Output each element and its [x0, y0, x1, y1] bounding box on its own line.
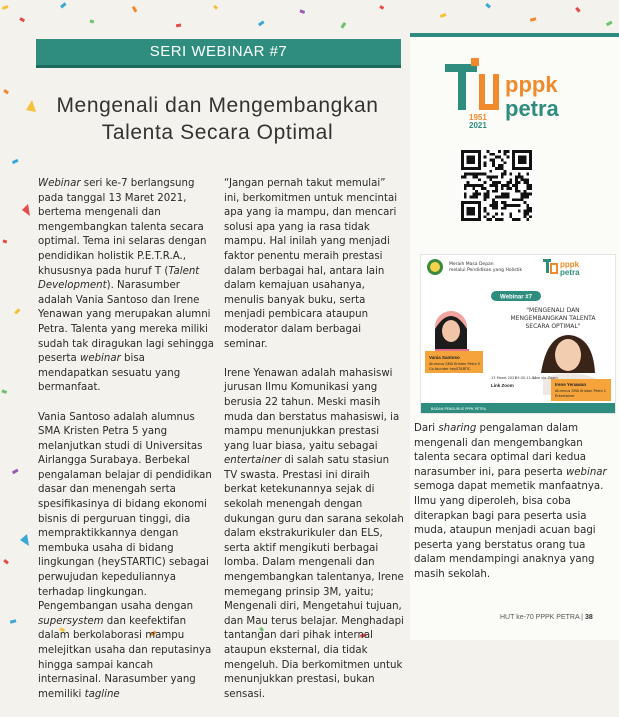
article-column-1: [38, 177, 216, 717]
pppk-petra-70-logo: [441, 58, 591, 128]
column3-paragraph1: Dari sharing pengalaman dalam mengenali dan mengembangkan talenta secara optimal dari kedua narasumber ini, para peserta webinar semoga dapat memetik manfaatnya. Ilmu yang diperoleh, bisa coba diterapkan bagi para peserta usia muda, ataupun menjadi acuan bagi peserta yang berstatus orang tua dalam mendampingi anaknya yang masih sekolah.: [414, 423, 607, 580]
qr-code: [461, 150, 532, 221]
poster-title-line3: SECARA OPTIMAL": [525, 323, 581, 330]
banner-underline: [36, 65, 401, 68]
logo-year-start: 1951: [469, 113, 487, 122]
column2-paragraph2: Irene Yenawan adalah mahasiswi jurusan Ilmu Komunikasi yang berusia 22 tahun. Meski masih muda dan berstatus mahasiswi, ia mampu menunjukkan prestasi yang luar biasa, yaitu sebagai entertainer di salah satu stasiun TV swasta. Prestasi ini diraih berkat ketekunannya sejak di sekolah menengah dengan dukungan guru dan sarana sekolah dalam ekstrakurikuler dan ELS, serta aktif mengikuti berbagai lomba. Dalam mengenali dan mengembangkan talentanya, Irene memegang prinsip 3M, yaitu; Mengenali diri, Mengetahui tujuan, dan Mau terus belajar. Menghadapi tantangan dari pihak internal ataupun eksternal, dia tidak mengeluh. Dia berkomitmen untuk menunjukkan prestasi, bukan sensasi.: [224, 367, 404, 700]
article-title-line2: Talenta Secara Optimal: [101, 121, 334, 144]
logo-accent-square: [471, 58, 479, 66]
poster-platform: Live via Zoom: [533, 376, 558, 380]
poster-tagline-line1: Meraih Masa Depan: [449, 262, 494, 267]
speaker2-role1: Alumnus SMA Kristen Petra 1: [555, 389, 606, 393]
speaker2-role2: Entertainer: [555, 394, 575, 398]
poster-date: 13 Maret 2021: [491, 376, 517, 380]
page-footer: [500, 614, 593, 621]
footer-text: HUT ke-70 PPPK PETRA |: [500, 614, 583, 621]
logo-word-petra: petra: [505, 96, 559, 121]
speaker1-role2: Co-founder heySTARTIC: [429, 367, 471, 371]
poster-title-line1: "MENGENALI DAN: [526, 307, 580, 314]
poster-badge-label: Webinar #7: [500, 294, 532, 301]
poster-artwork: [421, 255, 615, 413]
poster-time: 09.00-11.00: [515, 376, 537, 380]
page-number: 38: [584, 614, 593, 621]
poster-title-line2: MENGEMBANGKAN TALENTA: [510, 315, 596, 322]
poster-tagline-line2: melalui Pendidikan yang Holistik: [449, 268, 523, 273]
speaker1-role1: Alumnus SMA Kristen Petra 5: [429, 362, 480, 366]
poster-logo-petra: petra: [560, 268, 580, 277]
series-banner: SERI WEBINAR #7: [36, 39, 401, 65]
poster-footer-label: BADAN PENGURUS PPPK PETRA: [431, 407, 486, 411]
logo-word-pppk: pppk: [505, 72, 558, 97]
logo-zero-bottom: [479, 104, 499, 110]
poster-link-label: Link Zoom: [491, 383, 514, 388]
webinar-poster: [420, 254, 616, 414]
speaker1-name: Vania Santoso: [429, 355, 460, 360]
speaker2-name: Irene Yenawan: [555, 382, 587, 387]
logo-year-end: 2021: [469, 121, 487, 130]
article-title-line1: Mengenali dan Mengembangkan: [56, 94, 379, 117]
logo-seven-stem: [458, 72, 466, 110]
article-title: [20, 92, 415, 146]
poster-logo-pppk: pppk: [560, 260, 580, 269]
article-column-2: [224, 177, 404, 717]
column1-paragraph1: Webinar seri ke-7 berlangsung pada tanggal 13 Maret 2021, bertema mengenali dan mengembangkan talenta secara optimal. Tema ini selaras dengan pendidikan holistik P.E.T.R.A., khususnya pada huruf T (Talent Development). Narasumber adalah Vania Santoso dan Irene Yenawan yang merupakan alumni Petra. Talenta yang mereka miliki sudah tak diragukan lagi sehingga peserta webinar bisa mendapatkan sesuatu yang bermanfaat.: [38, 178, 214, 394]
column1-paragraph2: Vania Santoso adalah alumnus SMA Kristen Petra 5 yang melanjutkan studi di Universitas Airlangga Surabaya. Berbekal pengalaman belajar di pendidikan dasar dan menengah serta spesifikasinya di bidang ekonomi bisnis di perguruan tinggi, dia mempraktikkannya dengan membuka usaha di bidang lingkungan (heySTARTIC) sebagai perwujudan kepeduliannya terhadap lingkungan. Pengembangan usaha dengan supersystem dan keefektifan dalam berkolaborasi mampu melejitkan usaha dan reputasinya hingga sampai kancah internasinal. Narasumber yang memiliki tagline: [38, 411, 212, 700]
article-column-3: [414, 422, 614, 583]
column2-paragraph1: “Jangan pernah takut memulai” ini, berkomitmen untuk mencintai apa yang ia mampu, dan mencari solusi apa yang ia rasa tidak mampu. Hal inilah yang menjadi faktor penentu meraih prestasi dalam berbagai hal, antara lain dalam kemajuan usahanya, menulis banyak buku, serta menjadi pembicara ataupun moderator dalam berbagai seminar.: [224, 178, 398, 350]
